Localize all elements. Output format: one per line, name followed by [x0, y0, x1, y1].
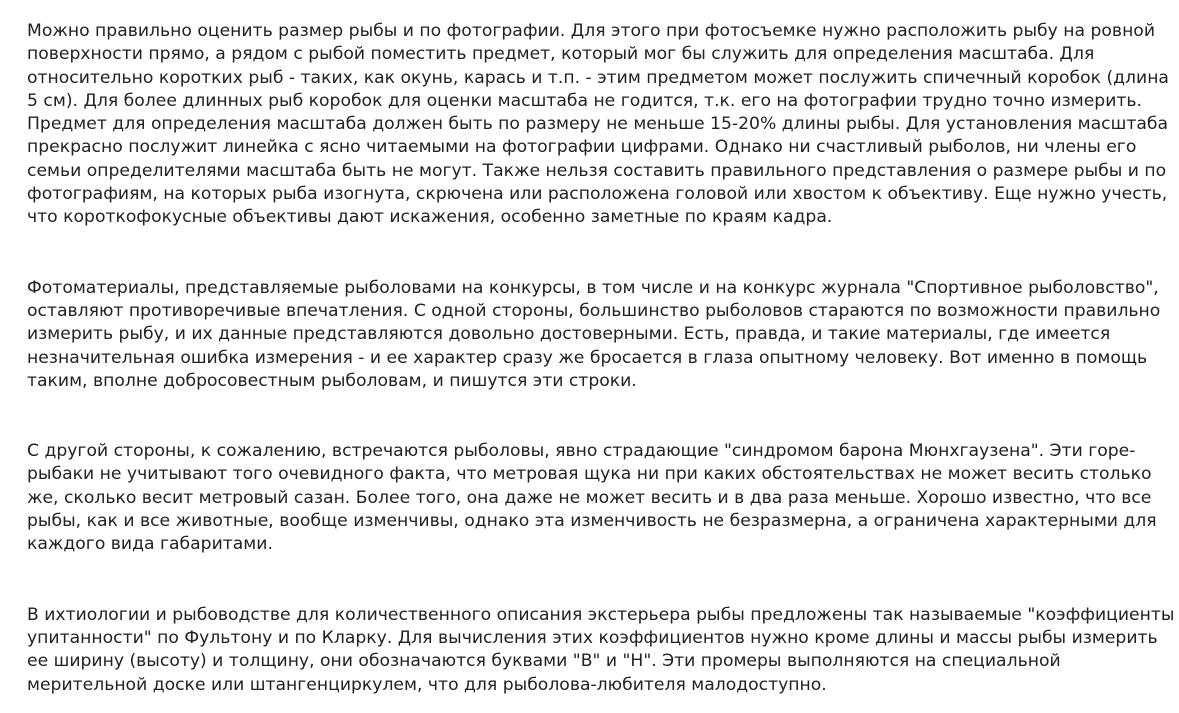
article-body [27, 20, 1177, 697]
paragraph-contest-materials: Фотоматериалы, представляемые рыболовами на конкурсы, в том числе и на конкурс журнала "Спортивное рыболовство", оставляют противоречивые впечатления. С одной стороны, большинство рыболовов стараются по возможности правильно измерить рыбу, и их данные представляются довольно достоверными. Есть, правда, и такие материалы, где имеется незначительная ошибка измерения - и ее характер сразу же бросается в глаза опытному человеку. Вот именно в помощь таким, вполне добросовестным рыболовам, и пишутся эти строки. [27, 277, 1161, 391]
paragraph-munchausen-syndrome: С другой стороны, к сожалению, встречаются рыболовы, явно страдающие "синдромом барона Мюнхгаузена". Эти горе-рыбаки не учитывают того очевидного факта, что метровая щука ни при каких обстоятельствах не может весить столько же, сколько весит метровый сазан. Более того, она даже не может весить и в два раза меньше. Хорошо известно, что все рыбы, как и все животные, вообще изменчивы, однако эта изменчивость не безразмерна, а ограничена характерными для каждого вида габаритами. [27, 441, 1157, 555]
paragraph-photo-measurement: Можно правильно оценить размер рыбы и по фотографии. Для этого при фотосъемке нужно расположить рыбу на ровной поверхности прямо, а рядом с рыбой поместить предмет, который мог бы служить для определения масштаба. Для относительно коротких рыб - таких, как окунь, карась и т.п. - этим предметом может послужить спичечный коробок (длина 5 см). Для более длинных рыб коробок для оценки масштаба не годится, т.к. его на фотографии трудно точно измерить. Предмет для определения масштаба должен быть по размеру не меньше 15-20% длины рыбы. Для установления масштаба прекрасно послужит линейка с ясно читаемыми на фотографии цифрами. Однако ни счастливый рыболов, ни члены его семьи определителями масштаба быть не могут. Также нельзя составить правильного представления о размере рыбы и по фотографиям, на которых рыба изогнута, скрючена или расположена головой или хвостом к объективу. Еще нужно учесть, что короткофокусные объективы дают искажения, особенно заметные по краям кадра. [27, 21, 1169, 228]
paragraph-condition-coefficients: В ихтиологии и рыбоводстве для количественного описания экстерьера рыбы предложены так называемые "коэффициенты упитанности" по Фультону и по Кларку. Для вычисления этих коэффициентов нужно кроме длины и массы рыбы измерить ее ширину (высоту) и толщину, они обозначаются буквами "B" и "H". Эти промеры выполняются на специальной мерительной доске или штангенциркулем, что для рыболова-любителя малодоступно. [27, 604, 1175, 695]
